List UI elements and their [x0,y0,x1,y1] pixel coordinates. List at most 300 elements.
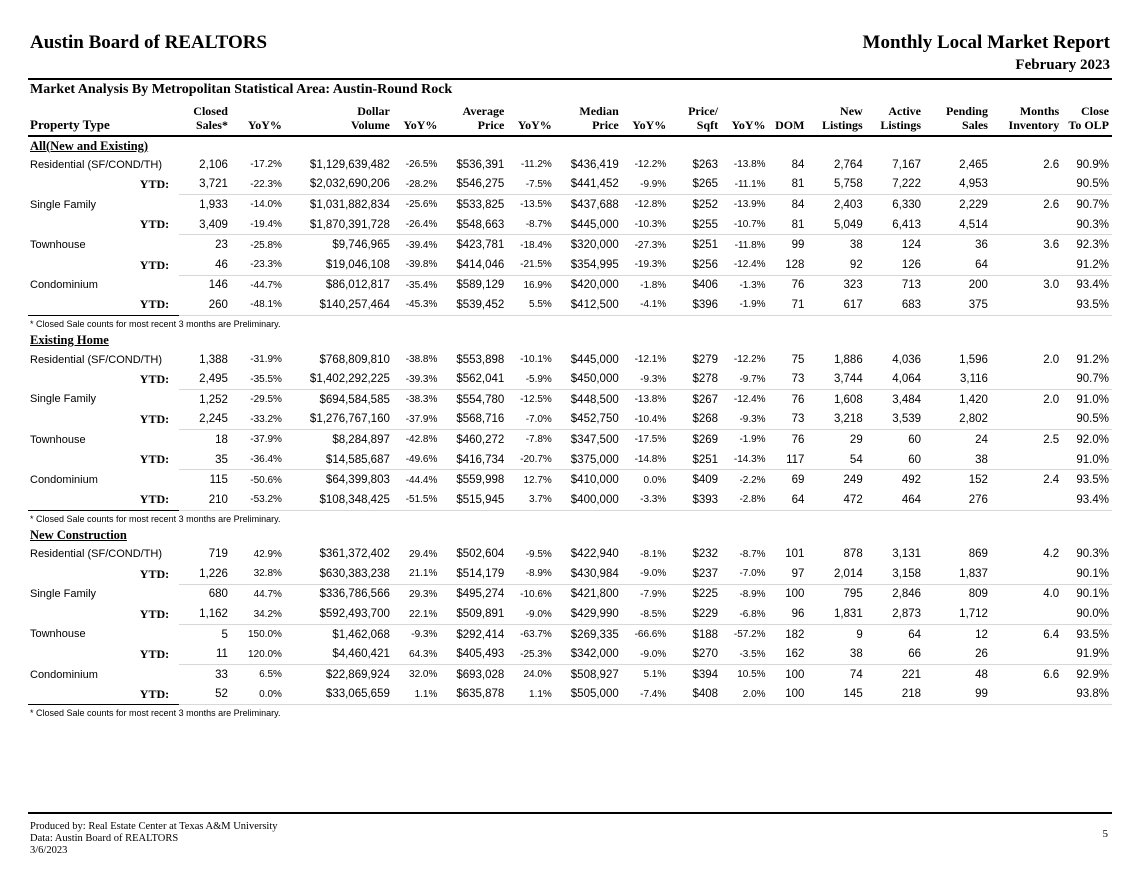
table-cell: -17.2% [250,159,282,171]
table-cell: 150.0% [248,629,282,641]
table-cell: -10.6% [520,588,552,600]
table-cell: 38 [807,644,865,664]
table-cell: 126 [866,255,924,275]
table-cell: 100 [769,685,808,705]
report-period: February 2023 [1015,57,1110,73]
property-type-label: Condominium [30,668,98,681]
table-cell: 91.0% [1076,393,1109,406]
table-cell: -25.3% [507,644,555,664]
table-cell: 2,403 [833,198,863,211]
table-cell: -2.2% [739,474,766,486]
table-cell: 22.1% [393,604,441,624]
market-analysis-title: Market Analysis By Metropolitan Statistical Area: Austin-Round Rock [30,82,453,97]
col-closed-sales: Closed Sales* [179,102,231,136]
table-cell: $354,995 [555,255,622,275]
table-cell: -11.2% [520,159,552,171]
table-cell: $251 [669,450,721,470]
table-cell: 48 [975,668,988,681]
table-cell: -13.5% [520,199,552,211]
table-cell: $502,604 [456,548,505,561]
table-cell: 90.3% [1062,215,1112,235]
col-new-listings: New Listings [807,102,865,136]
table-cell: 46 [179,255,231,275]
table-cell: $1,031,882,834 [309,198,390,211]
table-cell: 869 [968,548,988,561]
table-cell [991,175,1062,195]
table-cell: $252 [692,198,719,211]
col-yoy: YoY% [622,102,670,136]
table-cell: 2,245 [179,410,231,430]
table-header-row [28,102,1112,136]
table-cell: -3.5% [721,644,769,664]
property-type-label: Residential (SF/COND/TH) [30,158,163,171]
table-cell: 10.5% [737,669,766,681]
table-cell: 2.6 [1043,198,1060,211]
ytd-label: YTD: [139,297,170,312]
table-cell: 6.4 [1043,628,1060,641]
ytd-row [28,564,1112,584]
table-cell: -11.1% [721,175,769,195]
table-cell: $342,000 [555,644,622,664]
table-cell: 93.5% [1076,474,1109,487]
table-cell: 809 [968,588,988,601]
col-months-inventory: Months Inventory [991,102,1062,136]
table-cell: $336,786,566 [319,588,390,601]
table-cell: 6.5% [259,669,282,681]
col-property-type: Property Type [28,102,179,136]
table-cell: 218 [866,685,924,705]
table-cell: 93.4% [1076,279,1109,292]
table-cell: 90.5% [1062,175,1112,195]
table-cell: $405,493 [440,644,507,664]
table-cell: $436,419 [570,158,619,171]
table-cell: 7,222 [866,175,924,195]
table-cell: -28.2% [393,175,441,195]
table-cell: -12.4% [721,255,769,275]
table-cell: 60 [866,450,924,470]
table-cell: -7.8% [525,434,552,446]
table-cell: $1,870,391,728 [285,215,393,235]
table-cell: 3,484 [892,393,922,406]
preliminary-note-row [28,705,1112,722]
table-cell: $4,460,421 [285,644,393,664]
table-cell: $265 [669,175,721,195]
table-cell: $8,284,897 [332,433,390,446]
table-cell: -7.9% [640,588,667,600]
ytd-label: YTD: [139,412,170,427]
table-cell: 2,465 [959,158,988,171]
ytd-row [28,450,1112,470]
table-cell: -37.9% [250,434,282,446]
table-cell: -51.5% [393,490,441,510]
section-title-row [28,527,1112,545]
table-cell: 92.3% [1076,239,1109,252]
table-cell: $445,000 [570,353,619,366]
table-cell: 719 [208,548,228,561]
table-cell: -38.3% [405,394,438,406]
table-cell: $255 [669,215,721,235]
table-cell: 2.5 [1043,433,1060,446]
table-cell: -35.5% [231,369,285,389]
table-cell: 1,933 [199,198,228,211]
table-cell: 12.7% [523,474,552,486]
table-cell: 323 [843,279,863,292]
table-cell: -8.7% [739,548,766,560]
table-cell: $393 [669,490,721,510]
table-cell: -19.3% [622,255,670,275]
table-cell: 101 [785,548,805,561]
table-cell: 18 [215,433,228,446]
table-cell: 99 [791,239,805,252]
table-cell: -44.7% [250,279,282,291]
table-cell: 4,953 [924,175,991,195]
table-cell: $422,940 [570,548,619,561]
page-number: 5 [1102,828,1108,840]
property-type-label: Single Family [30,393,97,406]
table-cell: 1.1% [507,685,555,705]
table-cell: 44.7% [253,588,282,600]
table-cell: 2,229 [959,198,988,211]
table-cell: 92 [807,255,865,275]
table-cell: 4.2 [1043,548,1060,561]
table-cell: 128 [769,255,808,275]
table-cell: $421,800 [570,588,619,601]
preliminary-note: * Closed Sale counts for most recent 3 months are Preliminary. [28,315,1112,332]
ytd-label: YTD: [139,257,170,272]
table-cell: 249 [843,474,863,487]
ytd-row [28,295,1112,315]
table-cell [991,564,1062,584]
table-cell: 1,837 [924,564,991,584]
table-cell: 276 [924,490,991,510]
ytd-label: YTD: [139,606,170,621]
table-cell: 2.0% [721,685,769,705]
table-cell: 182 [785,628,805,641]
table-cell: -1.9% [721,295,769,315]
table-cell: 3,116 [924,369,991,389]
table-cell: 2,846 [892,588,922,601]
table-cell [991,369,1062,389]
section-title-row [28,332,1112,350]
table-cell [991,295,1062,315]
table-cell: 90.7% [1076,198,1109,211]
table-cell: 32.0% [409,669,438,681]
table-cell: $270 [669,644,721,664]
table-cell: 66 [866,644,924,664]
table-row [28,584,1112,604]
table-cell: -25.6% [405,199,438,211]
table-cell: $320,000 [570,239,619,252]
table-cell: 146 [208,279,228,292]
table-cell: $347,500 [570,433,619,446]
table-cell: -9.0% [622,644,670,664]
table-cell: -6.8% [721,604,769,624]
table-cell: -13.8% [634,394,667,406]
table-row [28,389,1112,409]
col-price-sqft: Price/ Sqft [669,102,721,136]
table-cell: -12.2% [733,354,766,366]
table-cell: 4,064 [866,369,924,389]
table-cell: -19.4% [231,215,285,235]
table-cell: 9 [856,628,863,641]
table-cell: 2.6 [1043,158,1060,171]
table-cell: $554,780 [456,393,505,406]
table-row [28,665,1112,685]
table-cell: $768,809,810 [319,353,390,366]
col-pending-sales: Pending Sales [924,102,991,136]
table-cell: -26.5% [405,159,438,171]
table-cell: -9.0% [622,564,670,584]
table-cell: 35 [179,450,231,470]
table-cell: 76 [791,433,805,446]
table-cell: 26 [924,644,991,664]
table-cell: 713 [901,279,922,292]
table-cell: -42.8% [405,434,438,446]
table-cell: 16.9% [523,279,552,291]
table-cell: $269,335 [570,628,619,641]
table-cell: 2,495 [179,369,231,389]
table-cell [991,604,1062,624]
table-cell: -38.8% [405,354,438,366]
table-cell: 152 [968,474,988,487]
table-cell: -22.3% [231,175,285,195]
market-report-table [28,102,1112,721]
table-cell: 5,049 [807,215,865,235]
table-row [28,545,1112,565]
table-cell: 1,886 [833,353,863,366]
table-cell: 64 [908,628,922,641]
table-cell: -21.5% [507,255,555,275]
table-cell: 24 [975,433,988,446]
table-cell: -49.6% [393,450,441,470]
ytd-label: YTD: [139,492,170,507]
table-cell: 36 [975,239,988,252]
table-cell: 76 [791,393,805,406]
table-cell: $533,825 [456,198,505,211]
property-type-label: Condominium [30,279,98,292]
table-cell: 1,162 [179,604,231,624]
table-cell: $548,663 [440,215,507,235]
ytd-row [28,410,1112,430]
table-cell: 91.2% [1062,255,1112,275]
table-body [28,136,1112,721]
table-cell: $589,129 [456,279,505,292]
table-cell: 1,388 [199,353,228,366]
table-cell: $562,041 [440,369,507,389]
table-cell: 795 [843,588,863,601]
table-cell: $694,584,585 [319,393,390,406]
table-cell: 375 [924,295,991,315]
table-row [28,275,1112,295]
table-cell: $400,000 [555,490,622,510]
table-row [28,235,1112,255]
property-type-label: Townhouse [30,238,86,251]
table-cell: 74 [849,668,863,681]
table-cell: 1,831 [807,604,865,624]
table-cell: -9.7% [721,369,769,389]
table-cell: -1.8% [640,279,667,291]
table-cell [991,644,1062,664]
table-cell: -4.1% [622,295,670,315]
table-cell: 64.3% [393,644,441,664]
table-cell: $108,348,425 [285,490,393,510]
table-cell: -9.3% [622,369,670,389]
table-cell: $256 [669,255,721,275]
table-cell: 5,758 [807,175,865,195]
col-close-to-olp: Close To OLP [1062,102,1112,136]
table-cell: -12.2% [634,159,667,171]
col-yoy: YoY% [231,102,285,136]
table-cell: -9.5% [525,548,552,560]
header-divider [28,78,1112,80]
table-cell: 878 [843,548,863,561]
table-cell: $495,274 [456,588,505,601]
col-yoy: YoY% [721,102,769,136]
table-cell: 73 [769,410,808,430]
footer-produced-by: Produced by: Real Estate Center at Texas A&M University [30,821,278,832]
table-row [28,195,1112,215]
table-cell: 464 [866,490,924,510]
table-cell: $225 [692,588,719,601]
table-cell: $429,990 [555,604,622,624]
table-cell: -39.4% [405,239,438,251]
table-cell: $188 [692,628,719,641]
table-cell: -14.0% [250,199,282,211]
table-cell: $412,500 [555,295,622,315]
table-cell: $361,372,402 [319,548,390,561]
table-cell: $693,028 [456,668,505,681]
section-title: New Construction [30,528,127,542]
table-cell: 3,721 [179,175,231,195]
table-cell: 1,252 [199,393,228,406]
table-cell: 21.1% [393,564,441,584]
table-cell: $269 [692,433,719,446]
table-cell: $505,000 [555,685,622,705]
table-cell: $553,898 [456,353,505,366]
table-cell: 2,014 [807,564,865,584]
table-cell: -9.3% [721,410,769,430]
table-cell: 221 [901,668,922,681]
table-cell: 0.0% [643,474,667,486]
table-cell: 52 [179,685,231,705]
col-median-price: Median Price [555,102,622,136]
preliminary-note: * Closed Sale counts for most recent 3 months are Preliminary. [28,705,1112,722]
table-row [28,430,1112,450]
table-cell: -36.4% [231,450,285,470]
table-cell: 4,514 [924,215,991,235]
table-cell: 92.9% [1076,668,1109,681]
ytd-label: YTD: [139,371,170,386]
table-cell: $279 [692,353,719,366]
table-cell: -2.8% [721,490,769,510]
table-cell: 42.9% [253,548,282,560]
table-cell: 73 [769,369,808,389]
table-cell: -27.3% [634,239,667,251]
table-cell: $1,402,292,225 [285,369,393,389]
table-cell: 81 [769,175,808,195]
table-cell: 54 [807,450,865,470]
property-type-label: Single Family [30,588,97,601]
table-cell: $229 [669,604,721,624]
table-cell: -8.9% [739,588,766,600]
table-cell: 1,226 [179,564,231,584]
table-cell: 124 [901,239,922,252]
table-cell: $630,383,238 [285,564,393,584]
table-cell [991,410,1062,430]
table-cell: 29.4% [409,548,438,560]
table-cell: 162 [769,644,808,664]
ytd-label: YTD: [139,647,170,662]
table-cell: -14.3% [721,450,769,470]
table-cell: 3,744 [807,369,865,389]
table-row [28,155,1112,175]
table-cell: -39.8% [393,255,441,275]
table-cell: -10.1% [520,354,552,366]
table-cell: -12.8% [634,199,667,211]
table-cell: 145 [807,685,865,705]
table-cell: 92.0% [1076,433,1109,446]
table-cell [991,685,1062,705]
table-cell: -37.9% [393,410,441,430]
table-cell: 6.6 [1043,668,1060,681]
table-cell: $268 [669,410,721,430]
table-cell: -12.5% [520,394,552,406]
ytd-row [28,369,1112,389]
table-cell: $251 [692,239,719,252]
table-cell: $635,878 [440,685,507,705]
table-cell: -23.3% [231,255,285,275]
table-cell: -26.4% [393,215,441,235]
table-cell: -12.1% [634,354,667,366]
footer-divider [28,812,1112,814]
table-cell: -17.5% [634,434,667,446]
table-cell: 38 [849,239,863,252]
table-cell: -29.5% [250,394,282,406]
table-cell: -39.3% [393,369,441,389]
table-cell: 1,608 [833,393,863,406]
table-cell: 100 [785,668,805,681]
table-cell: $408 [669,685,721,705]
table-cell: $406 [692,279,719,292]
col-yoy: YoY% [507,102,555,136]
table-cell: 69 [791,474,805,487]
table-cell: 90.0% [1062,604,1112,624]
table-cell: 1,420 [959,393,988,406]
table-cell: 683 [866,295,924,315]
table-cell: $33,065,659 [285,685,393,705]
ytd-row [28,685,1112,705]
table-cell: 7,167 [892,158,922,171]
table-cell: 90.1% [1062,564,1112,584]
table-cell: 90.7% [1062,369,1112,389]
table-cell: 91.2% [1076,353,1109,366]
table-cell: $448,500 [570,393,619,406]
table-cell: 90.1% [1076,588,1109,601]
table-cell: -5.9% [507,369,555,389]
report-title: Monthly Local Market Report [862,32,1110,53]
table-cell: -20.7% [507,450,555,470]
table-cell: 91.0% [1062,450,1112,470]
property-type-label: Townhouse [30,433,86,446]
table-cell: $232 [692,548,719,561]
ytd-row [28,175,1112,195]
col-average-price: Average Price [440,102,507,136]
col-active-listings: Active Listings [866,102,924,136]
col-dom: DOM [769,102,808,136]
table-cell: -10.7% [721,215,769,235]
table-cell [991,490,1062,510]
table-cell: $410,000 [570,474,619,487]
